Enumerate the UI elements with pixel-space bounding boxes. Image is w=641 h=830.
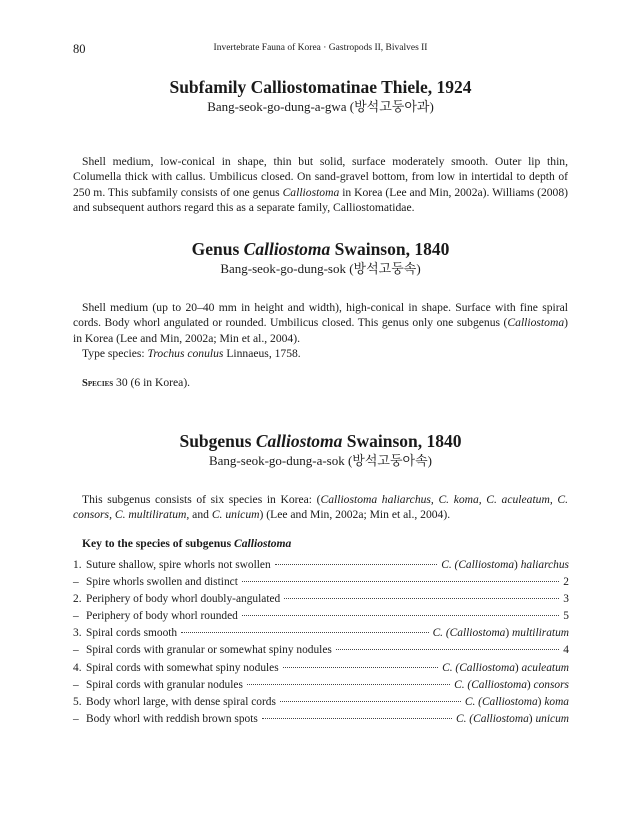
subfamily-desc-genus: Calliostoma (282, 185, 340, 199)
key-target-paren: ) (537, 695, 545, 708)
type-species-label: Type species: (82, 347, 148, 360)
subgenus-korean-name: Bang-seok-go-dung-a-sok (방석고둥아속) (208, 453, 432, 468)
key-target-subgenus: Calliostoma (449, 627, 506, 640)
key-row-leader (275, 564, 438, 565)
genus-title-name: Calliostoma (243, 239, 331, 259)
type-species-name: Trochus conulus (147, 347, 224, 360)
key-row (73, 660, 569, 677)
genus-section (73, 238, 568, 278)
key-target-subgenus: Calliostoma (458, 559, 515, 571)
key-target-subgenus: Calliostoma (473, 712, 529, 725)
key-target-paren: ) (526, 678, 534, 691)
key-row-number: – (73, 610, 79, 623)
subgenus-desc-and: and (189, 508, 212, 522)
key-row-target: 5 (563, 610, 569, 623)
key-target-genus: C. ( (441, 559, 459, 571)
subgenus-title (73, 430, 568, 452)
key-target-subgenus: Calliostoma (481, 695, 538, 708)
key-target-paren: ) (528, 712, 536, 725)
key-row-number: – (73, 576, 79, 589)
key-row-number: 1. (73, 559, 82, 571)
key-row (73, 677, 569, 694)
type-species-author: Linnaeus, 1758. (223, 347, 301, 360)
key-row-text: Body whorl with reddish brown spots (86, 712, 258, 725)
key-row-text: Spiral cords with granular nodules (86, 678, 243, 691)
subgenus-title-name: Calliostoma (255, 431, 343, 451)
subgenus-desc-part1: This subgenus consists of six species in Korea: ( (82, 493, 321, 506)
species-count-line (73, 375, 568, 391)
key-row-target (454, 677, 569, 694)
subgenus-desc-species: Calliostoma haliarchus, C. koma, C. aculeatum, C. consors, C. multiliratum, (73, 493, 568, 522)
key-row-number: – (73, 712, 79, 725)
key-target-species: unicum (535, 712, 569, 725)
subfamily-korean-name: Bang-seok-go-dung-a-gwa (방석고둥아과) (207, 99, 434, 114)
key-target-paren: ) (505, 627, 513, 640)
genus-title-prefix: Genus (191, 239, 244, 259)
page-header (73, 42, 568, 58)
key-row-number: – (73, 644, 79, 657)
type-species-line (73, 346, 568, 361)
key-row-number: – (73, 678, 79, 691)
key-row (73, 557, 569, 574)
genus-desc-subgenus: Calliostoma (507, 316, 565, 330)
key-title (73, 536, 568, 551)
key-row (73, 591, 569, 608)
key-row-text: Spiral cords with somewhat spiny nodules (86, 661, 279, 674)
subgenus-section (73, 430, 568, 470)
key-row-number: 4. (73, 661, 82, 674)
subgenus-title-suffix: Swainson, 1840 (342, 431, 462, 451)
subfamily-desc-part1: Shell medium, low-conical in shape, thin but solid, surface moderately smooth. Outer lip thin, Columella thick with callus. Umbilicus closed. On sand-gravel bottom, from low in intertidal to depth of 250 m. This subfamily consists of one genus (73, 155, 568, 199)
key-row-target (456, 711, 569, 728)
key-row-target (442, 660, 569, 677)
key-target-genus: C. ( (442, 661, 460, 674)
key-row (73, 694, 569, 711)
page-number: 80 (73, 42, 86, 56)
genus-desc-part1: Shell medium (up to 20–40 mm in height and width), high-conical in shape. Surface with fine spiral cords. Body whorl angulated or rounded. Umbilicus closed. This genus only one subgenus ( (73, 301, 568, 330)
key-target-genus: C. ( (454, 678, 472, 691)
subfamily-section (73, 76, 568, 116)
key-row-text: Spiral cords smooth (86, 627, 178, 640)
species-label: Species (82, 378, 114, 389)
species-count: 30 (6 in Korea). (113, 376, 191, 389)
key-row-text: Periphery of body whorl doubly-angulated (86, 593, 281, 606)
genus-title-suffix: Swainson, 1840 (330, 239, 450, 259)
key-target-genus: C. ( (456, 712, 474, 725)
key-title-name: Calliostoma (234, 537, 292, 550)
key-target-subgenus: Calliostoma (471, 678, 527, 691)
running-title: Invertebrate Fauna of Korea · Gastropods II, Bivalves II (213, 43, 428, 53)
subgenus-description (73, 492, 568, 523)
genus-title (73, 238, 568, 260)
key-target-species: consors (533, 678, 569, 691)
key-row-number: 2. (73, 593, 82, 606)
subfamily-title: Subfamily Calliostomatinae Thiele, 1924 (169, 77, 472, 97)
genus-korean-name: Bang-seok-go-dung-sok (방석고둥속) (220, 261, 421, 276)
key-row-leader (262, 718, 452, 719)
key-row-number: 3. (73, 627, 82, 640)
key-row-target (433, 625, 569, 642)
subgenus-desc-last-species: C. unicum (211, 508, 260, 522)
key-target-genus: C. ( (464, 695, 482, 708)
key-row-target (441, 557, 569, 574)
key-row-leader (181, 632, 428, 633)
key-row-leader (284, 598, 559, 599)
key-row-leader (280, 701, 461, 702)
subfamily-description (73, 154, 568, 216)
key-target-species: haliarchus (520, 559, 569, 571)
key-row-text: Body whorl large, with dense spiral cords (86, 695, 276, 708)
subgenus-title-prefix: Subgenus (179, 431, 256, 451)
key-row-text: Suture shallow, spire whorls not swollen (86, 559, 271, 571)
key-row-text: Periphery of body whorl rounded (86, 610, 238, 623)
key-row-leader (283, 667, 438, 668)
key-row-leader (242, 581, 559, 582)
key-row (73, 608, 569, 625)
key-target-genus: C. ( (432, 627, 450, 640)
key-target-species: multiliratum (512, 627, 569, 640)
key-row-number: 5. (73, 695, 82, 708)
genus-description (73, 300, 568, 346)
key-row-target: 2 (563, 576, 569, 589)
subfamily-desc-part2: in Korea (Lee and Min, 2002a). Williams (2008) and subsequent authors regard this as a separate family, Calliostomatidae. (73, 185, 568, 215)
key-row (73, 642, 569, 659)
key-title-prefix: Key to the species of subgenus (82, 537, 235, 550)
key-row-target (465, 694, 569, 711)
genus-desc-part2: ) in Korea (Lee and Min, 2002a; Min et al., 2004). (73, 316, 568, 345)
key-row-target: 4 (563, 644, 569, 657)
key-row (73, 625, 569, 642)
key-row-text: Spire whorls swollen and distinct (86, 576, 238, 589)
key-row-leader (336, 649, 559, 650)
key-row (73, 711, 569, 728)
key-target-paren: ) (514, 661, 522, 674)
key-target-species: aculeatum (521, 661, 569, 674)
key-target-species: koma (544, 695, 569, 708)
key-target-paren: ) (514, 559, 521, 571)
key-row (73, 574, 569, 591)
identification-key (73, 557, 569, 728)
key-row-target: 3 (563, 593, 569, 606)
key-target-subgenus: Calliostoma (459, 661, 515, 674)
key-row-leader (247, 684, 450, 685)
key-row-text: Spiral cords with granular or somewhat spiny nodules (86, 644, 332, 657)
key-row-leader (242, 615, 559, 616)
subgenus-desc-part2: ) (Lee and Min, 2002a; Min et al., 2004). (259, 508, 451, 522)
